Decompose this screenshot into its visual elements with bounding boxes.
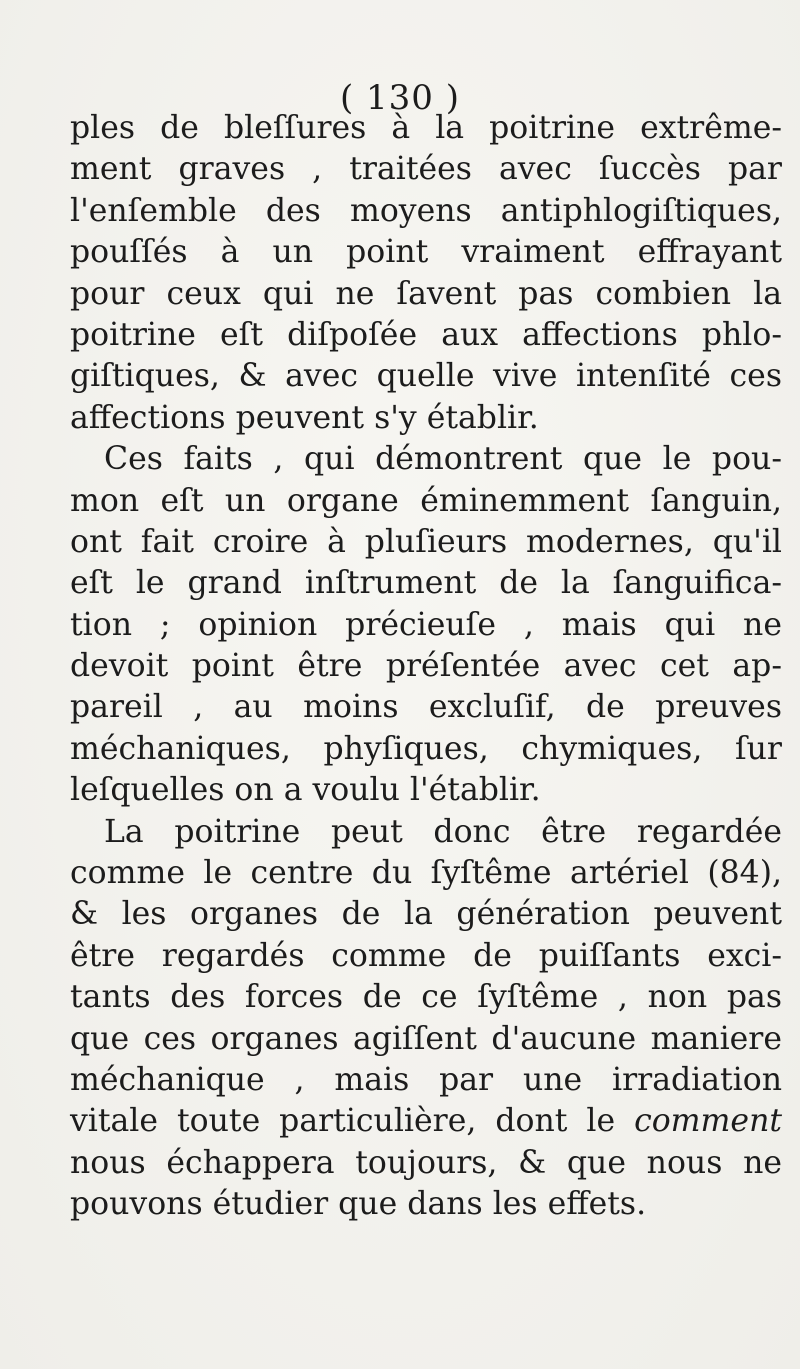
text-line: giſtiques, & avec quelle vive intenſité ces — [70, 358, 782, 395]
text-line: que ces organes agiſſent d'aucune maniere — [70, 1020, 782, 1057]
text-line: méchaniques, phyſiques, chymiques, ſur — [70, 730, 782, 767]
text-line: mon eſt un organe éminemment ſanguin, — [70, 482, 782, 519]
text-line: pareil , au moins excluſif, de preuves — [70, 689, 782, 726]
text-line: comme le centre du ſyſtême artériel (84), — [70, 855, 782, 892]
text-line: poitrine eſt diſpoſée aux affections phlo- — [70, 316, 782, 353]
text-line: leſquelles on a voulu l'établir. — [70, 772, 541, 809]
text-line: La poitrine peut donc être regardée — [104, 813, 782, 850]
text-line: tion ; opinion précieuſe , mais qui ne — [70, 606, 782, 643]
page-number: ( 130 ) — [339, 78, 461, 118]
line-text: vitale toute particulière, dont le — [70, 1103, 616, 1140]
text-line: eſt le grand inſtrument de la ſanguifica- — [70, 565, 782, 602]
text-line: pour ceux qui ne ſavent pas combien la — [70, 275, 782, 312]
text-line: pouſſés à un point vraiment effrayant — [70, 234, 782, 271]
text-line: ont fait croire à pluſieurs modernes, qu'il — [70, 523, 782, 560]
body-text — [70, 108, 782, 1226]
text-line: devoit point être préſentée avec cet ap- — [70, 648, 782, 685]
text-line: ment graves , traitées avec ſuccès par — [70, 151, 782, 188]
text-line: & les organes de la génération peuvent — [70, 896, 782, 933]
text-line: être regardés comme de puiſſants exci- — [70, 937, 782, 974]
italic-word: comment — [634, 1103, 783, 1140]
text-line: méchanique , mais par une irradiation — [70, 1061, 782, 1098]
text-line: l'enſemble des moyens antiphlogiſtiques, — [70, 192, 782, 229]
text-line: nous échappera toujours, & que nous ne — [70, 1144, 782, 1181]
text-line: ples de bleſſures à la poitrine extrême- — [70, 110, 782, 146]
text-line: pouvons étudier que dans les effets. — [70, 1186, 647, 1223]
text-line: Ces faits , qui démontrent que le pou- — [104, 441, 782, 478]
text-line: tants des forces de ce ſyſtême , non pas — [70, 979, 782, 1016]
text-line-with-italic — [70, 1101, 782, 1142]
text-line: affections peuvent s'y établir. — [70, 399, 539, 436]
